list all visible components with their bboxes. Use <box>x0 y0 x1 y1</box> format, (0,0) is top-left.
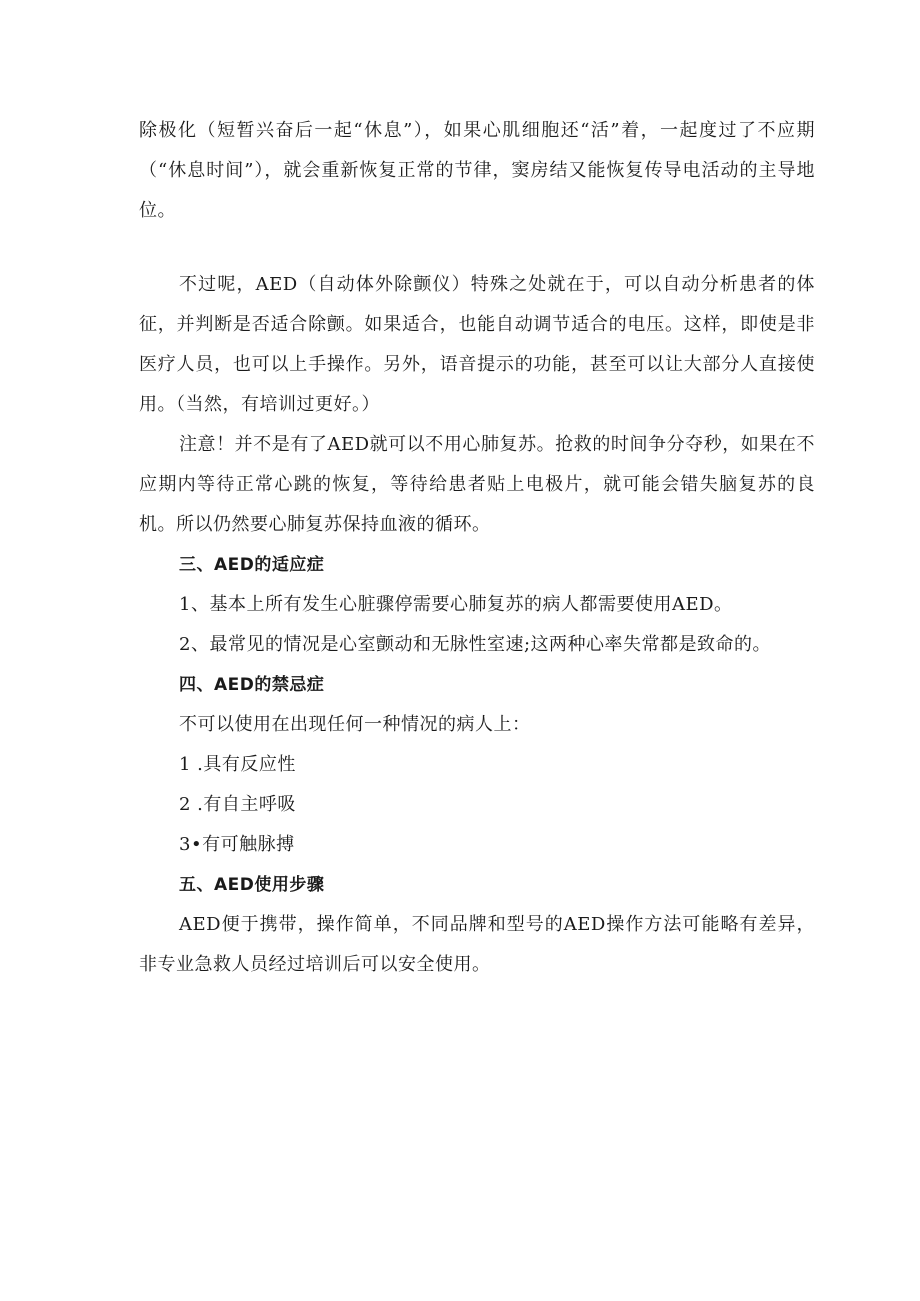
paragraph-defibrillation-continued: 除极化（短暂兴奋后一起“休息”），如果心肌细胞还“活”着，一起度过了不应期（“休息时间”），就会重新恢复正常的节律，窦房结又能恢复传导电活动的主导地位。 <box>139 120 815 221</box>
section-heading-usage-steps: 五、AED使用步骤 <box>179 875 325 895</box>
contraindication-intro: 不可以使用在出现任何一种情况的病人上： <box>179 714 531 735</box>
document-body <box>139 111 815 985</box>
paragraph-usage-intro: AED便于携带，操作简单，不同品牌和型号的AED操作方法可能略有差异，非专业急救人员经过培训后可以安全使用。 <box>139 914 815 975</box>
contraindication-item-3: 3•有可触脉搏 <box>179 834 295 855</box>
contraindication-item-2: 2 .有自主呼吸 <box>179 794 296 815</box>
indication-item-2: 2、最常见的情况是心室颤动和无脉性室速;这两种心率失常都是致命的。 <box>179 634 772 655</box>
paragraph-cpr-note: 注意！并不是有了AED就可以不用心肺复苏。抢救的时间争分夺秒，如果在不应期内等待正常心跳的恢复，等待给患者贴上电极片，就可能会错失脑复苏的良机。所以仍然要心肺复苏保持血液的循环。 <box>139 434 815 535</box>
paragraph-aed-features: 不过呢，AED（自动体外除颤仪）特殊之处就在于，可以自动分析患者的体征，并判断是否适合除颤。如果适合，也能自动调节适合的电压。这样，即使是非医疗人员，也可以上手操作。另外，语音提示的功能，甚至可以让大部分人直接使用。（当然，有培训过更好。） <box>139 274 815 415</box>
indication-item-1: 1、基本上所有发生心脏骤停需要心肺复苏的病人都需要使用AED。 <box>179 594 733 615</box>
contraindication-item-1: 1 .具有反应性 <box>179 754 296 775</box>
section-heading-indications: 三、AED的适应症 <box>179 555 325 575</box>
section-heading-contraindications: 四、AED的禁忌症 <box>179 675 325 695</box>
